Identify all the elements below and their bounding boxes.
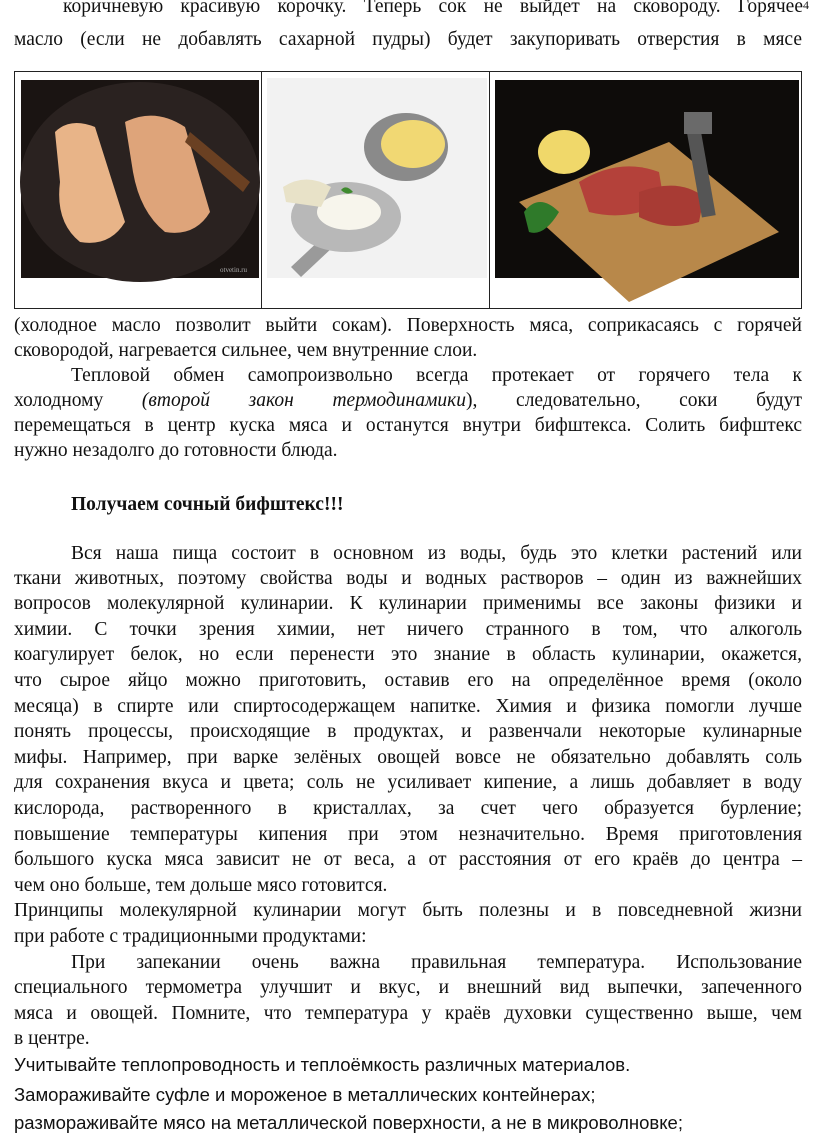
text-line: Замораживайте суфле и мороженое в металлических контейнерах; [14, 1084, 596, 1105]
image-cell [15, 72, 262, 308]
image-table [14, 71, 802, 309]
text-line: (холодное масло позволит выйти сокам). Поверхность мяса, соприкасаясь с горячей [14, 315, 802, 336]
text-span: холодному [14, 390, 104, 411]
text-line: масло (если не добавлять сахарной пудры) будет закупоривать отверстия в мясе [14, 29, 802, 50]
text-line: месяца) в спирте или спиртосодержащем напитке. Химия и физика помогли лучше [14, 696, 802, 717]
text-line: Принципы молекулярной кулинарии могут быть полезны и в повседневной жизни [14, 900, 802, 921]
text-line [14, 388, 802, 414]
text-line: кислорода, растворенного в кристаллах, за счет чего образуется бурление; [14, 798, 802, 819]
text-line: размораживайте мясо на металлической поверхности, а не в микроволновке; [14, 1112, 683, 1133]
text-line: При запекании очень важна правильная температура. Использование [71, 952, 802, 973]
page-number: 4 [803, 0, 809, 12]
image-cell [261, 72, 490, 308]
text-line: при работе с традиционными продуктами: [14, 926, 367, 947]
text-line: чем оно больше, тем дольше мясо готовится. [14, 875, 388, 896]
raw-meat-with-lemon-photo [489, 72, 801, 308]
text-line: для сохранения вкуса и цвета; соль не усиливает кипение, а лишь добавляет в воду [14, 772, 802, 793]
text-line: Тепловой обмен самопроизвольно всегда протекает от горячего тела к [71, 365, 802, 386]
spoons-with-butter-photo [261, 72, 489, 308]
image-cell [489, 72, 801, 308]
text-line: мяса и овощей. Помните, что температура у краёв духовки существенно выше, чем [14, 1003, 802, 1024]
text-line: перемещаться в центр куска мяса и останутся внутри бифштекса. Солить бифштекс [14, 415, 802, 436]
text-line: нужно незадолго до готовности блюда. [14, 440, 338, 461]
italic-term: (второй закон термодинамики [141, 390, 467, 411]
text-line: в центре. [14, 1028, 90, 1049]
text-line: ткани животных, поэтому свойства воды и водных растворов – один из важнейших [14, 568, 802, 589]
watermark: otvetin.ru [220, 266, 248, 274]
text-line: коагулирует белок, но если перенести это знание в область кулинарии, окажется, [14, 644, 802, 665]
text-line: понять процессы, происходящие в продуктах, и развенчали некоторые кулинарные [14, 721, 802, 742]
text-line: специального термометра улучшит и вкус, и внешний вид выпечки, запеченного [14, 977, 802, 998]
text-line: Вся наша пища состоит в основном из воды, будь это клетки растений или [71, 543, 802, 564]
fried-meat-in-pan-photo [15, 72, 261, 308]
text-line: химии. С точки зрения химии, нет ничего странного в том, что алкоголь [14, 619, 802, 640]
text-line: сковородой, нагревается сильнее, чем внутренние слои. [14, 340, 478, 361]
text-line: большого куска мяса зависит не от веса, а от расстояния от его краёв до центра – [14, 849, 802, 870]
section-heading: Получаем сочный бифштекс!!! [71, 494, 344, 515]
text-span: ), следовательно, соки будут [466, 390, 803, 411]
text-line: мифы. Например, при варке зелёных овощей вовсе не обязательно добавлять соль [14, 747, 802, 768]
text-line: коричневую красивую корочку. Теперь сок не выйдет на сковороду. Горячее [63, 0, 803, 17]
text-line: вопросов молекулярной кулинарии. К кулинарии применимы все законы физики и [14, 593, 802, 614]
text-line: повышение температуры кипения при этом незначительно. Время приготовления [14, 824, 802, 845]
text-line: что сырое яйцо можно приготовить, оставив его на определённое время (около [14, 670, 802, 691]
text-line: Учитывайте теплопроводность и теплоёмкость различных материалов. [14, 1054, 631, 1075]
